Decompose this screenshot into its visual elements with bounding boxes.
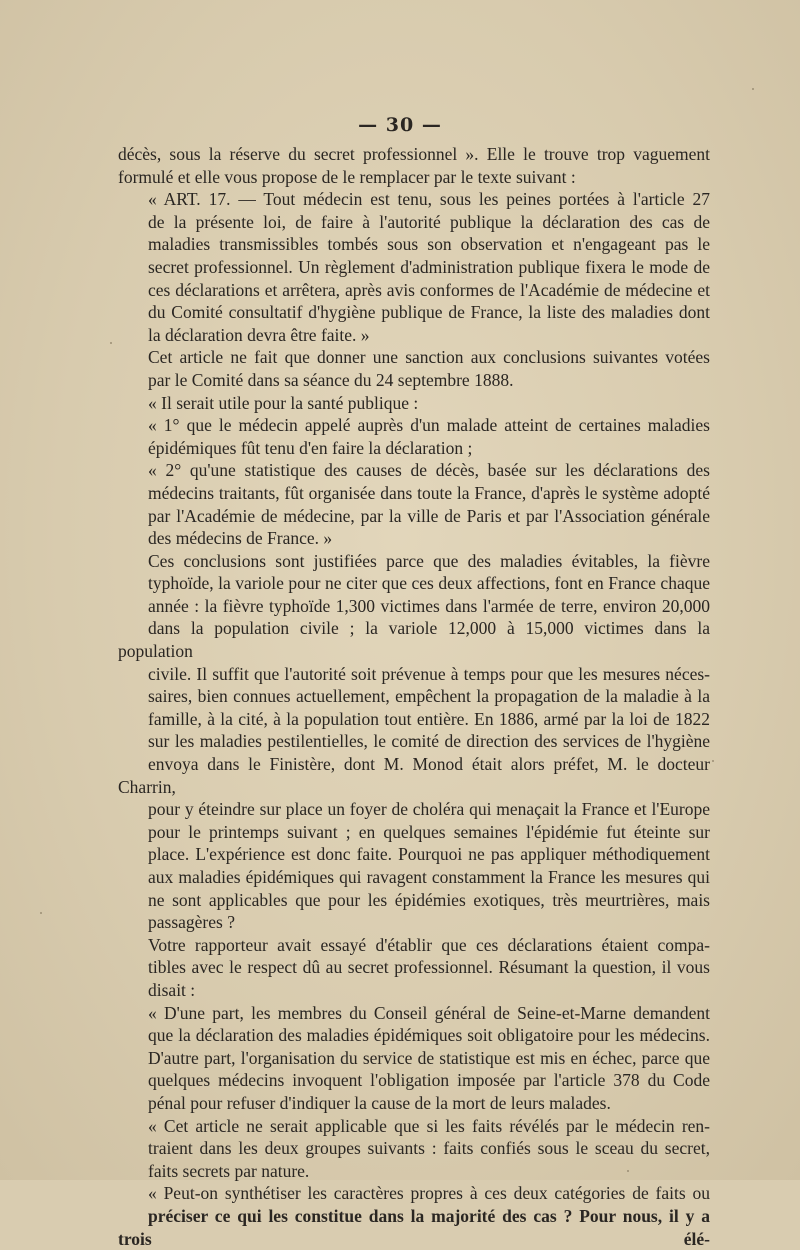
text-line: « 2° qu'une statistique des causes de décès, basée sur les déclarations des (148, 460, 710, 481)
text-line: du Comité consultatif d'hygiène publique de France, la liste des maladies dont (148, 302, 710, 323)
text-line: tibles avec le respect dû au secret professionnel. Résumant la question, il vous (148, 957, 710, 978)
text-line: aux maladies épidémiques qui ravagent constamment la France les mesures qui (148, 867, 710, 887)
paragraph-3 (118, 346, 710, 391)
text-line: « Peut-on synthétiser les caractères propres à ces deux catégories de faits ou (148, 1183, 710, 1204)
text-line: Cet article ne fait que donner une sanction aux conclusions suivantes votées (148, 347, 710, 368)
text-line: Votre rapporteur avait essayé d'établir que ces déclarations étaient compa- (148, 934, 710, 955)
text-line: « 1° que le médecin appelé auprès d'un malade atteint de certaines maladies (148, 415, 710, 436)
text-line: par le Comité dans sa séance du 24 septembre 1888. (148, 369, 514, 390)
paper-speck (712, 760, 714, 762)
paragraph-4 (118, 392, 710, 415)
text-line: des médecins de France. » (148, 528, 333, 549)
text-line: famille, à la cité, à la population tout entière. En 1886, armé par la loi de 1822 (148, 708, 710, 729)
paragraph-6 (118, 459, 710, 549)
paragraph-11 (118, 1182, 710, 1250)
text-line: typhoïde, la variole pour ne citer que ces deux affections, font en France chaque (148, 573, 710, 594)
text-line: D'autre part, l'organisation du service de statistique est mis en échec, parce que (148, 1047, 710, 1068)
body-text (118, 143, 710, 1250)
text-line: décès, sous la réserve du secret professionnel ». Elle le trouve trop vaguement (118, 144, 710, 164)
text-line: faits secrets par nature. (148, 1160, 310, 1181)
text-line: la déclaration devra être faite. » (148, 324, 370, 345)
paragraph-2 (118, 188, 710, 346)
text-line: envoya dans le Finistère, dont M. Monod était alors préfet, M. le docteur Charrin, (118, 754, 710, 797)
paragraph-1 (118, 143, 710, 188)
text-line: pénal pour refuser d'indiquer la cause de la mort de leurs malades. (148, 1092, 611, 1113)
text-line: ne sont applicables que pour les épidémies exotiques, très meurtrières, mais (148, 889, 710, 910)
text-line: épidémiques fût tenu d'en faire la déclaration ; (148, 437, 473, 458)
text-line: Ces conclusions sont justifiées parce que des maladies évitables, la fièvre (148, 550, 710, 571)
text-line: pour le printemps suivant ; en quelques semaines l'épidémie fut éteinte sur (148, 821, 710, 842)
text-line: place. L'expérience est donc faite. Pourquoi ne pas appliquer méthodiquement (148, 844, 710, 865)
text-line: secret professionnel. Un règlement d'administration publique fixera le mode de (148, 256, 710, 277)
text-line: « Il serait utile pour la santé publique : (148, 392, 419, 413)
text-line: « Cet article ne serait applicable que si les faits révélés par le médecin ren- (148, 1115, 710, 1136)
text-line: préciser ce qui les constitue dans la majorité des cas ? Pour nous, il y a trois élé- (118, 1205, 710, 1249)
text-line: de la présente loi, de faire à l'autorité publique la déclaration des cas de (148, 211, 710, 232)
paragraph-7 (118, 550, 710, 934)
text-line: que la déclaration des maladies épidémiques soit obligatoire pour les médecins. (148, 1025, 710, 1046)
text-line: pour y éteindre sur place un foyer de choléra qui menaçait la France et l'Europe (148, 799, 710, 820)
text-line: médecins traitants, fût organisée dans toute la France, d'après le système adopté (148, 482, 710, 503)
text-line: saires, bien connues actuellement, empêchent la propagation de la maladie à la (148, 686, 710, 707)
paragraph-10 (118, 1115, 710, 1183)
paper-speck (752, 88, 754, 90)
paper-speck (110, 342, 112, 344)
text-line: « ART. 17. — Tout médecin est tenu, sous les peines portées à l'article 27 (148, 189, 710, 210)
text-line: disait : (148, 979, 196, 1000)
text-line: ces déclarations et arrêtera, après avis conformes de l'Académie de médecine et (148, 279, 710, 300)
page-number: — 30 — (358, 114, 442, 136)
text-line: formulé et elle vous propose de le remplacer par le texte suivant : (118, 166, 576, 187)
text-line: par l'Académie de médecine, par la ville de Paris et par l'Association générale (148, 505, 710, 526)
text-line: passagères ? (148, 912, 235, 933)
paragraph-9 (118, 1002, 710, 1115)
text-line: « D'une part, les membres du Conseil général de Seine-et-Marne demandent (148, 1002, 710, 1023)
paragraph-8 (118, 934, 710, 1002)
text-line: quelques médecins invoquent l'obligation imposée par l'article 378 du Code (148, 1070, 710, 1091)
paper-speck (627, 1170, 629, 1172)
text-line: civile. Il suffit que l'autorité soit prévenue à temps pour que les mesures néces- (148, 663, 710, 684)
text-line: maladies transmissibles tombés sous son observation et n'engageant pas le (148, 234, 710, 255)
text-line: dans la population civile ; la variole 12,000 à 15,000 victimes dans la population (118, 618, 710, 662)
paragraph-5 (118, 414, 710, 459)
text-line: année : la fièvre typhoïde 1,300 victimes dans l'armée de terre, environ 20,000 (148, 595, 710, 616)
paper-speck (40, 912, 42, 914)
text-line: sur les maladies pestilentielles, le comité de direction des services de l'hygiène (148, 731, 710, 752)
text-line: traient dans les deux groupes suivants : faits confiés sous le sceau du secret, (148, 1138, 710, 1159)
